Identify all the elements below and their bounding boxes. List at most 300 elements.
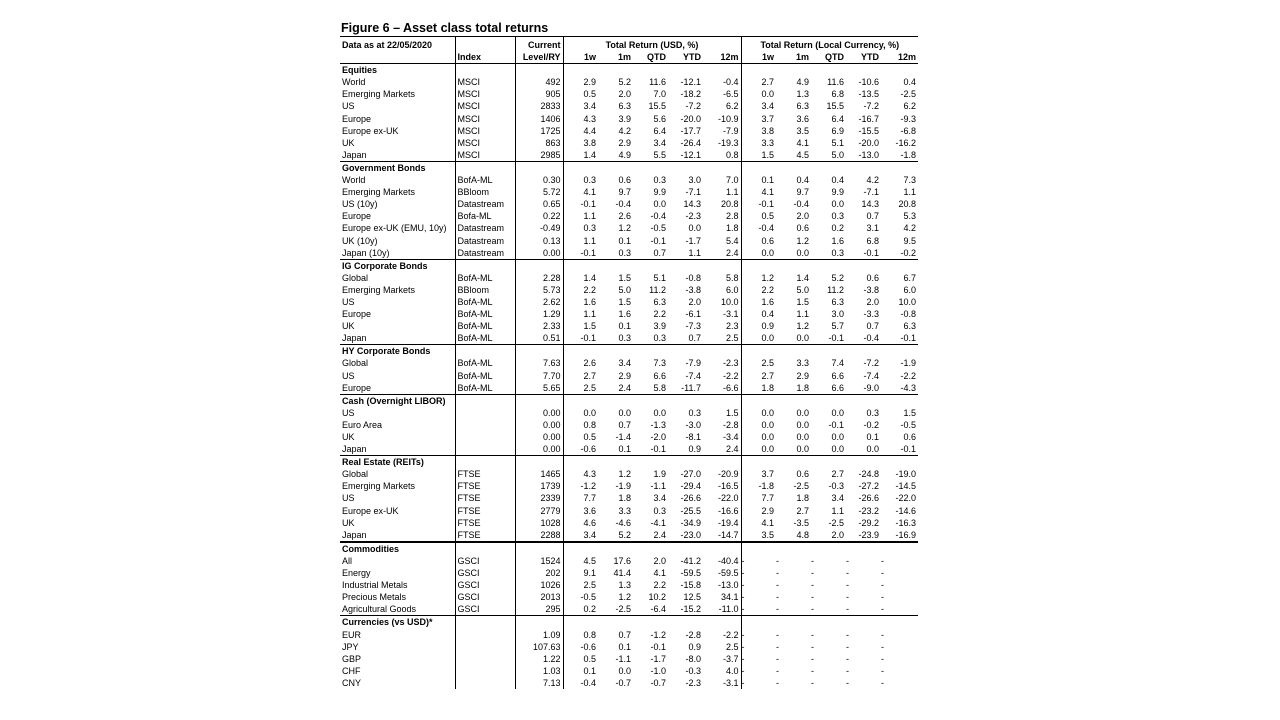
usd-cell [703, 456, 741, 469]
table-row [340, 100, 918, 112]
local-return-cell: -7.2 [863, 358, 880, 369]
local-return-cell: - [741, 665, 776, 677]
usd-return-cell: 1.2 [618, 223, 631, 234]
local-return-cell: 3.7 [741, 113, 776, 125]
local-return-cell: 3.4 [741, 100, 776, 112]
usd-return-cell: -12.1 [680, 77, 701, 88]
local-cell [881, 616, 918, 629]
local-return-cell: 0.6 [903, 432, 917, 442]
row-level: 107.63 [515, 641, 563, 653]
row-name: Precious Metals [342, 592, 407, 603]
local-return-cell: -6.8 [900, 125, 917, 136]
row-index: MSCI [455, 113, 515, 125]
local-return-cell: 7.4 [831, 358, 845, 369]
usd-return-cell: -8.1 [685, 432, 701, 442]
local-return-cell: 3.7 [741, 468, 776, 480]
local-return-cell: -0.2 [863, 419, 880, 430]
usd-return-cell: 0.7 [618, 629, 631, 640]
usd-cell [598, 64, 633, 77]
table-row [340, 296, 918, 308]
row-name: Europe ex-UK (EMU, 10y) [342, 223, 447, 234]
local-return-cell: - [846, 629, 850, 640]
row-level: 7.70 [515, 370, 563, 382]
local-return-cell: -3.8 [863, 284, 880, 295]
local-return-cell: 1.1 [831, 505, 845, 516]
usd-return-cell: 5.2 [618, 529, 631, 540]
row-level: 492 [515, 76, 563, 88]
usd-return-cell: 4.3 [583, 469, 596, 480]
usd-return-cell: -0.6 [580, 444, 596, 455]
local-return-cell: 0.0 [796, 419, 810, 430]
usd-return-cell: 4.1 [653, 568, 666, 579]
row-index [455, 431, 515, 443]
row-name: Emerging Markets [342, 89, 416, 100]
usd-cell [563, 394, 598, 407]
local-return-cell: 1.8 [741, 382, 776, 395]
usd-return-cell: -2.8 [723, 419, 739, 430]
usd-return-cell: -7.1 [685, 187, 701, 198]
local-return-cell: -27.2 [858, 481, 880, 492]
usd-return-cell: -2.3 [685, 677, 701, 688]
usd-return-cell: 6.6 [653, 370, 666, 381]
local-return-cell: 0.0 [796, 333, 810, 344]
section-header-row [340, 456, 918, 469]
row-name: Global [342, 272, 369, 283]
local-cell [741, 259, 776, 272]
table-row [340, 222, 918, 234]
local-return-cell: 0.0 [741, 431, 776, 443]
usd-return-cell: 3.9 [653, 321, 666, 332]
local-return-cell: 0.6 [741, 235, 776, 247]
local-cell [881, 345, 918, 358]
usd-return-cell: 0.8 [726, 149, 739, 160]
usd-return-cell: -1.0 [650, 665, 666, 676]
usd-return-cell: -0.5 [650, 223, 666, 234]
row-index: MSCI [455, 137, 515, 149]
table-row [340, 431, 918, 443]
local-return-cell: 0.4 [831, 175, 845, 186]
local-cell [741, 542, 776, 555]
usd-return-cell: 2.2 [583, 284, 596, 295]
local-return-cell: 1.3 [796, 89, 810, 100]
usd-return-cell: 5.2 [618, 77, 631, 88]
level-cell [515, 259, 563, 272]
usd-period-header: 1w [563, 51, 598, 64]
local-return-cell: - [846, 568, 850, 579]
table-row [340, 382, 918, 395]
row-index: BofA-ML [455, 272, 515, 284]
usd-return-cell: 0.6 [618, 175, 631, 186]
table-row [340, 198, 918, 210]
local-return-cell: - [811, 555, 815, 566]
local-return-cell: - [811, 641, 815, 652]
usd-cell [668, 394, 703, 407]
usd-return-cell: 0.7 [688, 333, 701, 344]
usd-return-cell: -26.4 [680, 137, 701, 148]
usd-return-cell: 1.6 [618, 309, 631, 320]
table-row [340, 332, 918, 345]
table-row [340, 272, 918, 284]
index-cell [455, 161, 515, 174]
row-name: UK [342, 432, 355, 442]
table-row [340, 591, 918, 603]
usd-return-cell: -2.2 [723, 629, 739, 640]
local-cell [846, 161, 881, 174]
local-cell [741, 616, 776, 629]
row-index: BofA-ML [455, 332, 515, 345]
usd-return-cell: 2.4 [618, 382, 631, 393]
local-return-cell: 4.2 [903, 223, 917, 234]
usd-cell [633, 259, 668, 272]
local-return-cell: - [881, 665, 885, 676]
local-return-cell: 5.2 [831, 272, 845, 283]
local-return-cell: -0.3 [828, 481, 845, 492]
usd-cell [668, 64, 703, 77]
usd-cell [668, 456, 703, 469]
row-index: Datastream [455, 198, 515, 210]
usd-cell [598, 345, 633, 358]
section-header-row [340, 259, 918, 272]
local-return-cell: 2.5 [741, 357, 776, 369]
usd-return-cell: -1.9 [615, 481, 631, 492]
local-return-cell: 2.0 [796, 211, 810, 222]
local-return-cell: -1.9 [900, 358, 917, 369]
row-name: Emerging Markets [342, 481, 416, 492]
usd-cell [668, 542, 703, 555]
usd-return-cell: -12.1 [680, 149, 701, 160]
usd-return-cell: 0.1 [583, 665, 596, 676]
usd-return-cell: 2.5 [583, 580, 596, 591]
local-return-cell: 7.7 [741, 492, 776, 504]
local-cell [811, 161, 846, 174]
row-name: Europe [342, 309, 372, 320]
local-return-cell: -0.1 [900, 444, 917, 455]
local-return-cell: 2.7 [831, 469, 845, 480]
usd-return-cell: 2.2 [653, 580, 666, 591]
local-return-cell: 0.0 [866, 444, 880, 455]
local-return-cell: -29.2 [858, 517, 880, 528]
usd-return-cell: 5.8 [726, 272, 739, 283]
usd-return-cell: 4.5 [583, 555, 596, 566]
table-row [340, 443, 918, 456]
row-name: Europe [342, 113, 372, 124]
row-index: BofA-ML [455, 370, 515, 382]
section-header-row [340, 616, 918, 629]
local-return-cell: -2.5 [828, 517, 845, 528]
local-cell [741, 345, 776, 358]
row-index: GSCI [455, 579, 515, 591]
local-return-cell: 6.3 [903, 321, 917, 332]
usd-return-cell: 0.5 [583, 432, 596, 442]
local-cell [776, 64, 811, 77]
local-cell [811, 345, 846, 358]
usd-return-cell: -0.8 [685, 272, 701, 283]
table-row [340, 629, 918, 641]
usd-return-cell: -1.4 [615, 432, 631, 442]
usd-return-cell: 1.2 [618, 469, 631, 480]
row-index: BBloom [455, 186, 515, 198]
local-return-cell: 5.1 [831, 137, 845, 148]
usd-return-cell: 0.1 [618, 641, 631, 652]
row-index: BofA-ML [455, 382, 515, 395]
row-level: 0.30 [515, 174, 563, 186]
row-level: 1028 [515, 517, 563, 529]
usd-return-cell: -6.6 [723, 382, 739, 393]
index-cell [455, 345, 515, 358]
local-return-cell: - [741, 629, 776, 641]
row-level: 2985 [515, 149, 563, 162]
section-title: HY Corporate Bonds [340, 345, 455, 358]
local-return-cell: -7.1 [863, 187, 880, 198]
row-index: BBloom [455, 284, 515, 296]
usd-return-cell: 0.0 [618, 665, 631, 676]
usd-return-cell: 0.3 [653, 505, 666, 516]
usd-return-cell: -2.3 [723, 358, 739, 369]
header-row-top [340, 37, 918, 51]
local-return-cell: 0.0 [831, 444, 845, 455]
row-level: 2013 [515, 591, 563, 603]
usd-cell [633, 161, 668, 174]
row-name: Emerging Markets [342, 284, 416, 295]
usd-return-cell: -2.0 [650, 432, 666, 442]
local-cell [811, 64, 846, 77]
level-cell [515, 542, 563, 555]
usd-return-cell: 9.9 [653, 187, 666, 198]
index-cell [455, 616, 515, 629]
row-name: UK [342, 137, 355, 148]
usd-return-cell: 11.6 [649, 77, 666, 88]
local-cell [881, 394, 918, 407]
usd-cell [563, 542, 598, 555]
usd-return-cell: 0.0 [653, 199, 666, 210]
local-return-cell: - [741, 579, 776, 591]
usd-return-cell: 1.9 [653, 469, 666, 480]
local-return-cell: 0.6 [866, 272, 880, 283]
local-cell [776, 542, 811, 555]
local-return-cell: 4.8 [796, 529, 810, 540]
local-cell [881, 64, 918, 77]
row-level: 0.00 [515, 247, 563, 260]
table-row [340, 88, 918, 100]
row-name: UK [342, 517, 355, 528]
usd-return-cell: 3.4 [653, 493, 666, 504]
row-index: MSCI [455, 125, 515, 137]
usd-return-cell: 3.6 [583, 505, 596, 516]
local-return-cell: -0.1 [900, 333, 917, 344]
local-return-cell: 3.5 [796, 125, 810, 136]
table-row [340, 76, 918, 88]
local-return-cell: 3.5 [741, 529, 776, 542]
local-cell [811, 394, 846, 407]
row-index [455, 677, 515, 689]
usd-return-cell: 4.9 [618, 149, 631, 160]
local-return-cell: 1.2 [796, 321, 810, 332]
local-return-cell: 0.0 [741, 443, 776, 456]
usd-return-cell: 4.6 [583, 517, 596, 528]
usd-return-cell: 4.0 [726, 665, 739, 676]
usd-return-cell: 5.6 [653, 113, 666, 124]
local-return-cell: - [881, 629, 885, 640]
row-index: FTSE [455, 517, 515, 529]
usd-return-cell: 3.4 [618, 358, 631, 369]
level-header: Level/RY [515, 51, 563, 64]
usd-cell [633, 345, 668, 358]
local-return-cell: 1.6 [741, 296, 776, 308]
row-name: Energy [342, 568, 371, 579]
local-return-cell: -15.5 [858, 125, 880, 136]
local-return-cell: - [741, 591, 776, 603]
row-name: Europe ex-UK [342, 125, 399, 136]
local-return-cell: 0.0 [796, 444, 810, 455]
local-return-cell: 0.0 [831, 407, 845, 418]
usd-cell [563, 616, 598, 629]
table-row [340, 210, 918, 222]
usd-return-cell: 2.0 [688, 296, 701, 307]
usd-cell [563, 456, 598, 469]
local-return-cell: -16.2 [895, 137, 917, 148]
row-level: 2288 [515, 529, 563, 542]
usd-return-cell: -34.9 [680, 517, 701, 528]
usd-return-cell: 5.1 [653, 272, 666, 283]
usd-return-cell: 2.6 [583, 358, 596, 369]
local-return-cell: 0.0 [796, 407, 810, 418]
usd-return-cell: 0.7 [618, 419, 631, 430]
local-return-cell: -4.3 [900, 382, 917, 393]
local-cell [811, 456, 846, 469]
row-index: FTSE [455, 480, 515, 492]
usd-return-cell: -1.7 [685, 235, 701, 246]
local-return-cell: 0.0 [741, 332, 776, 345]
row-index: Datastream [455, 235, 515, 247]
usd-return-cell: -0.4 [580, 677, 596, 688]
local-return-cell: 6.7 [903, 272, 917, 283]
row-level: 5.73 [515, 284, 563, 296]
table-row [340, 308, 918, 320]
local-return-cell: - [776, 641, 780, 652]
row-name: US [342, 101, 355, 112]
usd-return-cell: -7.3 [685, 321, 701, 332]
section-header-row [340, 64, 918, 77]
table-row [340, 665, 918, 677]
local-cell [881, 259, 918, 272]
usd-cell [598, 456, 633, 469]
local-cell [741, 64, 776, 77]
local-return-cell: -0.5 [900, 419, 917, 430]
local-return-cell: 2.2 [741, 284, 776, 296]
local-return-cell: 4.9 [796, 77, 810, 88]
usd-return-cell: -11.7 [681, 382, 701, 393]
row-index [455, 443, 515, 456]
usd-return-cell: 11.2 [649, 284, 666, 295]
row-name: Europe [342, 211, 372, 222]
usd-return-cell: 0.0 [653, 407, 666, 418]
usd-cell [598, 259, 633, 272]
usd-return-cell: 1.3 [618, 580, 631, 591]
usd-return-cell: -3.4 [723, 432, 739, 442]
row-level: 5.65 [515, 382, 563, 395]
local-return-cell: 1.8 [796, 382, 810, 393]
local-return-cell: -14.5 [895, 481, 917, 492]
local-return-cell: -13.0 [858, 149, 880, 160]
row-name: World [342, 77, 366, 88]
row-name: Japan [342, 444, 367, 455]
usd-cell [668, 345, 703, 358]
local-return-cell: -10.6 [858, 77, 880, 88]
local-return-cell: -2.5 [900, 89, 917, 100]
usd-return-cell: -7.9 [723, 125, 739, 136]
local-return-cell: - [881, 568, 885, 579]
local-return-cell: 1.6 [831, 235, 845, 246]
usd-return-cell: -8.0 [685, 653, 701, 664]
usd-return-cell: 10.2 [648, 592, 666, 603]
level-cell [515, 161, 563, 174]
section-header-row [340, 161, 918, 174]
usd-cell [703, 542, 741, 555]
local-return-cell: - [811, 580, 815, 591]
local-return-cell: 5.0 [831, 149, 845, 160]
local-return-cell: -16.3 [895, 517, 917, 528]
usd-return-cell: 2.4 [726, 247, 739, 258]
usd-return-cell: 1.1 [726, 187, 739, 198]
usd-return-cell: -0.5 [580, 592, 596, 603]
local-return-cell: 4.2 [866, 175, 880, 186]
local-cell [776, 394, 811, 407]
table-row [340, 137, 918, 149]
local-return-cell: - [846, 641, 850, 652]
usd-return-cell: -2.3 [685, 211, 701, 222]
local-cell [846, 345, 881, 358]
table-row [340, 567, 918, 579]
usd-return-cell: 2.9 [618, 370, 631, 381]
local-return-cell: 0.0 [831, 199, 845, 210]
usd-return-cell: 7.7 [583, 493, 596, 504]
usd-return-cell: 3.9 [618, 113, 631, 124]
usd-return-cell: -2.8 [685, 629, 701, 640]
local-return-cell: - [881, 677, 885, 688]
usd-return-cell: -7.9 [685, 358, 701, 369]
local-return-cell: 3.1 [866, 223, 880, 234]
local-cell [741, 456, 776, 469]
local-return-cell: 0.6 [796, 469, 810, 480]
local-return-cell: 6.8 [831, 89, 845, 100]
section-header-row [340, 345, 918, 358]
usd-return-cell: 0.3 [688, 407, 701, 418]
usd-return-cell: 3.8 [583, 137, 596, 148]
local-return-cell: 14.3 [861, 199, 880, 210]
local-cell [811, 616, 846, 629]
row-name: Global [342, 358, 369, 369]
row-name: US (10y) [342, 199, 378, 210]
local-return-cell: 4.1 [796, 137, 810, 148]
usd-return-cell: -0.4 [650, 211, 666, 222]
local-cell [881, 456, 918, 469]
usd-return-cell: -0.1 [650, 444, 666, 455]
table-row [340, 113, 918, 125]
row-index: BofA-ML [455, 308, 515, 320]
usd-return-cell: -3.1 [723, 677, 739, 688]
local-return-cell: -23.9 [858, 529, 880, 540]
row-name: Agricultural Goods [342, 604, 417, 615]
local-return-cell: 0.3 [831, 247, 845, 258]
usd-return-cell: 12.5 [683, 592, 701, 603]
usd-return-cell: -59.5 [718, 568, 739, 579]
usd-return-cell: -16.6 [718, 505, 739, 516]
local-cell [776, 259, 811, 272]
row-level: -0.49 [515, 222, 563, 234]
local-return-cell: - [811, 677, 815, 688]
usd-group-header: Total Return (USD, %) [605, 40, 699, 50]
usd-return-cell: -1.1 [650, 481, 666, 492]
